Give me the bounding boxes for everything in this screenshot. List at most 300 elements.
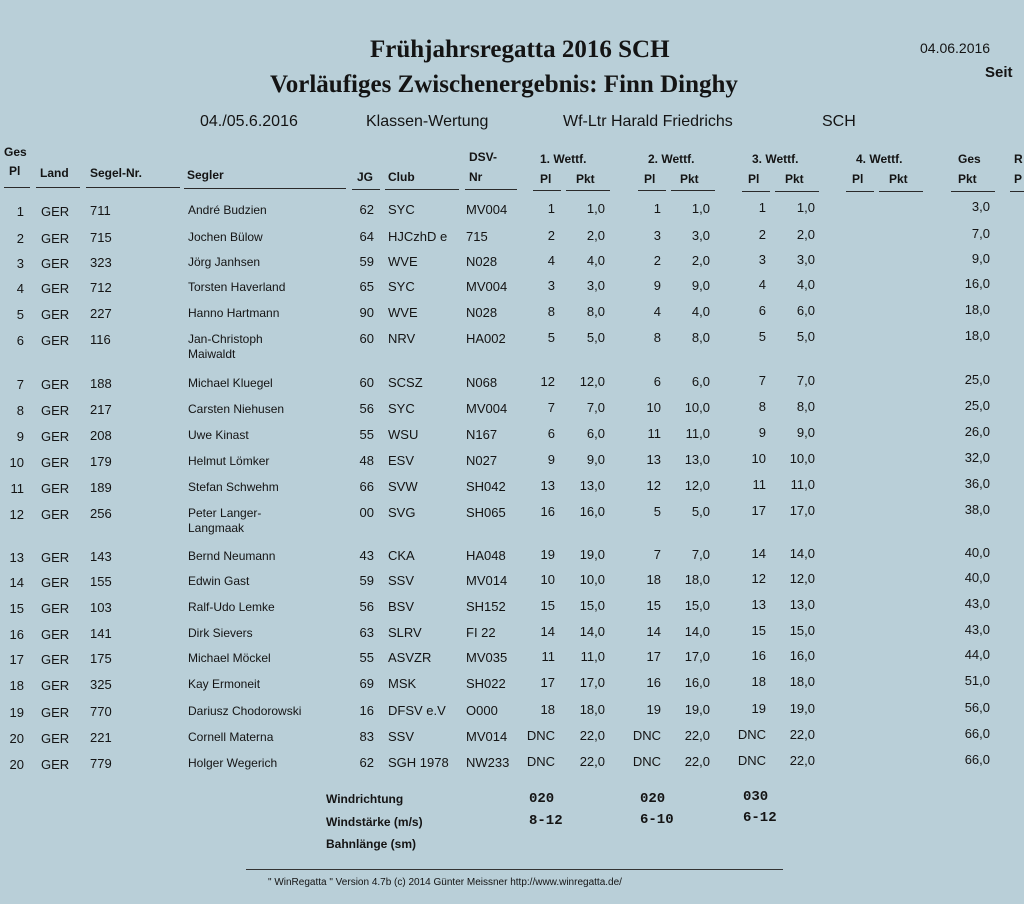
- col-race4: 4. Wettf.: [856, 152, 903, 166]
- cell-race2-place: 14: [646, 623, 661, 639]
- cell-club: CKA: [388, 548, 415, 564]
- cell-race2-place: 15: [646, 597, 661, 613]
- cell-sail-number: 323: [90, 255, 112, 271]
- cell-race2-place: 12: [646, 477, 661, 493]
- cell-land: GER: [41, 756, 70, 772]
- cell-race2-place: 4: [653, 303, 661, 319]
- cell-club: SYC: [388, 401, 415, 417]
- cell-race3-points: 4,0: [796, 277, 815, 293]
- cell-dsv-number: MV014: [466, 728, 508, 744]
- cell-rank: 15: [9, 600, 24, 616]
- cell-birth-year: 43: [359, 548, 374, 564]
- cell-race3-points: 7,0: [796, 373, 815, 389]
- cell-race1-points: 5,0: [586, 330, 605, 346]
- cell-race3-points: 2,0: [796, 227, 815, 243]
- cell-sail-number: 711: [90, 203, 111, 219]
- col-r-cut: P: [1014, 172, 1023, 186]
- cell-race1-points: 3,0: [586, 278, 605, 294]
- hdr-underline: [184, 188, 346, 189]
- cell-sailor-name: Jörg Janhsen: [188, 255, 261, 270]
- cell-race1-place: 4: [547, 253, 555, 269]
- cell-sailor-name: Helmut Lömker: [188, 454, 270, 469]
- col-race1-pkt: Pkt: [576, 172, 595, 186]
- cell-birth-year: 60: [359, 331, 374, 347]
- col-dsv: Nr: [469, 170, 483, 184]
- col-race2-pl: Pl: [644, 172, 656, 186]
- cell-race2-place: 11: [647, 425, 661, 441]
- cell-land: GER: [41, 428, 70, 444]
- cell-race3-points: 13,0: [789, 597, 815, 613]
- cell-rank: 1: [16, 203, 24, 219]
- cell-land: GER: [41, 600, 70, 616]
- cell-race1-place: 12: [540, 374, 555, 390]
- cell-dsv-number: SH065: [466, 504, 506, 520]
- cell-club: SYC: [388, 279, 415, 295]
- col-segler: Segler: [187, 168, 224, 182]
- cell-dsv-number: N028: [466, 304, 498, 320]
- cell-club: HJCzhD e: [388, 229, 448, 245]
- cell-race2-points: 14,0: [684, 623, 710, 639]
- cell-club: WSU: [388, 427, 419, 443]
- cell-sailor-name: Hanno Hartmann: [188, 306, 280, 321]
- cell-dsv-number: SH022: [466, 675, 506, 691]
- cell-race3-place: 16: [751, 648, 766, 664]
- col-race2-pkt: Pkt: [680, 172, 699, 186]
- hdr-underline: [385, 189, 459, 190]
- cell-dsv-number: MV004: [466, 400, 508, 416]
- hdr-underline: [846, 191, 874, 192]
- cell-total-points: 16,0: [964, 276, 990, 292]
- cell-dsv-number: O000: [466, 702, 498, 718]
- cell-total-points: 40,0: [964, 545, 990, 561]
- col-dsv-top: DSV-: [469, 150, 498, 164]
- cell-sailor-name: Dirk Sievers: [188, 626, 253, 641]
- cell-race3-place: 11: [752, 477, 766, 493]
- cell-land: GER: [41, 255, 70, 271]
- cell-dsv-number: 715: [466, 228, 488, 244]
- cell-sail-number: 141: [90, 626, 112, 642]
- hdr-underline: [465, 189, 517, 190]
- cell-race1-place: DNC: [526, 754, 555, 770]
- cell-rank: 17: [9, 651, 24, 667]
- cell-sail-number: 227: [90, 306, 112, 322]
- cell-race3-place: 14: [751, 546, 766, 562]
- cell-race1-place: 19: [540, 547, 555, 563]
- col-ges-pkt-top: Ges: [958, 152, 981, 166]
- cell-rank: 3: [16, 255, 24, 271]
- cell-total-points: 43,0: [964, 622, 990, 638]
- cell-race1-points: 7,0: [586, 400, 605, 416]
- cell-sailor-name: Edwin Gast: [188, 574, 250, 589]
- cell-race3-place: 12: [751, 571, 766, 587]
- cell-race3-points: 12,0: [789, 571, 815, 587]
- cell-race3-points: 11,0: [790, 477, 815, 493]
- cell-race1-place: 9: [547, 452, 555, 468]
- hdr-underline: [533, 190, 561, 191]
- cell-birth-year: 48: [359, 453, 374, 469]
- wind-strength-race2: 6-10: [640, 812, 674, 828]
- cell-race1-points: 10,0: [579, 572, 605, 588]
- cell-sail-number: 779: [90, 756, 112, 772]
- cell-total-points: 56,0: [964, 700, 990, 716]
- cell-race2-place: 17: [646, 648, 661, 664]
- cell-race1-points: 19,0: [579, 547, 605, 563]
- cell-birth-year: 60: [359, 375, 374, 391]
- cell-race2-place: DNC: [632, 727, 661, 743]
- cell-club: SYC: [388, 202, 415, 218]
- cell-rank: 6: [16, 332, 24, 348]
- cell-sail-number: 175: [90, 651, 112, 667]
- cell-sail-number: 189: [90, 480, 112, 496]
- cell-race2-points: 11,0: [685, 425, 710, 441]
- hdr-underline: [671, 190, 715, 191]
- cell-sailor-name: Michael Kluegel: [188, 376, 273, 391]
- hdr-underline: [36, 187, 80, 188]
- cell-birth-year: 59: [359, 573, 374, 589]
- hdr-underline: [4, 187, 30, 188]
- print-date: 04.06.2016: [920, 40, 991, 56]
- cell-race1-points: 18,0: [579, 702, 605, 718]
- cell-club: SVW: [388, 479, 418, 495]
- cell-sailor-name: Bernd Neumann: [188, 549, 276, 564]
- wind-strength-race3: 6-12: [743, 810, 777, 826]
- hdr-underline: [566, 190, 610, 191]
- cell-race2-points: 16,0: [684, 674, 710, 690]
- wind-direction-race2: 020: [640, 791, 666, 807]
- cell-race2-place: 9: [653, 277, 661, 293]
- cell-rank: 19: [9, 704, 24, 720]
- cell-race1-points: 22,0: [579, 728, 605, 744]
- cell-sailor-name: Jochen Bülow: [188, 230, 263, 245]
- cell-race3-place: 17: [751, 503, 766, 519]
- cell-dsv-number: MV035: [466, 649, 508, 665]
- cell-race2-points: 22,0: [684, 753, 710, 769]
- cell-sail-number: 217: [90, 402, 112, 418]
- cell-dsv-number: FI 22: [466, 624, 496, 640]
- cell-birth-year: 63: [359, 625, 374, 641]
- col-club: Club: [388, 170, 415, 184]
- cell-race3-place: DNC: [737, 727, 766, 743]
- cell-dsv-number: HA002: [466, 330, 506, 346]
- cell-race1-points: 16,0: [579, 504, 605, 520]
- cell-club: BSV: [388, 599, 415, 615]
- cell-sailor-name: Carsten Niehusen: [188, 402, 285, 417]
- cell-race3-place: 5: [758, 329, 766, 345]
- cell-race3-points: 5,0: [796, 329, 815, 345]
- cell-race2-place: 16: [646, 674, 661, 690]
- cell-race2-place: 2: [653, 252, 661, 268]
- cell-club: WVE: [388, 305, 418, 321]
- cell-birth-year: 90: [359, 305, 374, 321]
- cell-total-points: 40,0: [964, 570, 990, 586]
- cell-birth-year: 00: [359, 505, 374, 521]
- cell-birth-year: 65: [359, 279, 374, 295]
- cell-race1-points: 14,0: [579, 624, 605, 640]
- cell-birth-year: 56: [359, 599, 374, 615]
- cell-race2-place: 18: [646, 571, 661, 587]
- cell-birth-year: 64: [359, 229, 374, 245]
- col-segel-nr: Segel-Nr.: [90, 166, 143, 180]
- cell-total-points: 38,0: [964, 502, 990, 518]
- col-land: Land: [40, 166, 69, 180]
- cell-race3-place: 19: [751, 701, 766, 717]
- cell-dsv-number: NW233: [466, 754, 510, 770]
- cell-land: GER: [41, 651, 70, 667]
- course-length-label: Bahnlänge (sm): [326, 837, 417, 851]
- wind-strength-label: Windstärke (m/s): [326, 815, 423, 829]
- cell-race2-place: 13: [646, 451, 661, 467]
- cell-race1-place: 7: [547, 400, 555, 416]
- cell-race3-place: 7: [758, 373, 766, 389]
- cell-race2-points: 3,0: [691, 227, 710, 243]
- col-jg: JG: [357, 170, 374, 184]
- cell-race1-place: 5: [547, 330, 555, 346]
- cell-race2-place: 1: [653, 200, 661, 216]
- cell-race2-points: 4,0: [691, 303, 710, 319]
- cell-rank: 5: [16, 306, 24, 322]
- cell-sail-number: 103: [90, 600, 112, 616]
- cell-dsv-number: HA048: [466, 547, 506, 563]
- cell-race3-place: 3: [758, 252, 766, 268]
- cell-race2-points: 10,0: [684, 399, 710, 415]
- cell-race1-points: 17,0: [579, 675, 605, 691]
- cell-club: SCSZ: [388, 375, 423, 391]
- cell-race2-place: DNC: [632, 753, 661, 769]
- host-club: SCH: [822, 113, 856, 130]
- cell-race1-place: 18: [540, 702, 555, 718]
- cell-race1-place: 6: [547, 426, 555, 442]
- hdr-underline: [742, 191, 770, 192]
- race-officer: Wf-Ltr Harald Friedrichs: [563, 113, 733, 130]
- cell-rank: 13: [9, 549, 24, 565]
- cell-land: GER: [41, 506, 70, 522]
- col-race2: 2. Wettf.: [648, 152, 695, 166]
- cell-race1-place: 3: [547, 278, 555, 294]
- cell-sail-number: 143: [90, 549, 112, 565]
- cell-rank: 14: [9, 574, 24, 590]
- cell-race1-points: 9,0: [586, 452, 605, 468]
- hdr-underline: [638, 190, 666, 191]
- cell-race2-points: 5,0: [691, 503, 710, 519]
- cell-land: GER: [41, 626, 70, 642]
- cell-club: SSV: [388, 573, 415, 589]
- cell-total-points: 26,0: [964, 424, 990, 440]
- cell-race3-place: DNC: [737, 753, 766, 769]
- cell-rank: 16: [9, 626, 24, 642]
- wertung: Klassen-Wertung: [366, 113, 489, 130]
- cell-race3-points: 14,0: [789, 546, 815, 562]
- cell-race1-points: 4,0: [586, 253, 605, 269]
- cell-race3-place: 18: [751, 674, 766, 690]
- col-ges-pkt: Pkt: [958, 172, 977, 186]
- wind-direction-race3: 030: [743, 789, 769, 805]
- cell-sail-number: 155: [90, 574, 112, 590]
- cell-total-points: 3,0: [971, 199, 990, 215]
- cell-birth-year: 55: [359, 650, 374, 666]
- cell-dsv-number: MV004: [466, 278, 508, 294]
- cell-race1-place: 11: [541, 649, 555, 665]
- cell-race3-place: 4: [758, 277, 766, 293]
- cell-race3-points: 16,0: [789, 648, 815, 664]
- cell-race1-points: 13,0: [579, 478, 605, 494]
- cell-total-points: 32,0: [964, 450, 990, 466]
- cell-club: SGH 1978: [388, 755, 449, 771]
- cell-race1-points: 6,0: [586, 426, 605, 442]
- page-title: Frühjahrsregatta 2016 SCH: [370, 36, 670, 63]
- cell-dsv-number: N167: [466, 426, 498, 442]
- col-race4-pl: Pl: [852, 172, 864, 186]
- cell-rank: 2: [16, 230, 24, 246]
- cell-race1-place: 16: [540, 504, 555, 520]
- wind-direction-race1: 020: [529, 791, 555, 807]
- cell-total-points: 44,0: [964, 647, 990, 663]
- cell-sailor-name: Jan-Christoph: [188, 332, 263, 347]
- cell-race1-place: 14: [540, 624, 555, 640]
- cell-sailor-name: Ralf-Udo Lemke: [188, 600, 275, 615]
- cell-race2-points: 18,0: [684, 571, 710, 587]
- cell-club: MSK: [388, 676, 417, 692]
- cell-land: GER: [41, 332, 70, 348]
- hdr-underline: [951, 191, 995, 192]
- cell-dsv-number: N068: [466, 374, 498, 390]
- cell-race3-points: 10,0: [789, 451, 815, 467]
- cell-race3-place: 10: [751, 451, 766, 467]
- cell-sailor-name: André Budzien: [188, 203, 267, 218]
- cell-club: ASVZR: [388, 650, 432, 666]
- cell-race3-points: 8,0: [796, 399, 815, 415]
- cell-race2-points: 22,0: [684, 727, 710, 743]
- cell-race1-points: 12,0: [579, 374, 605, 390]
- cell-race2-place: 19: [646, 701, 661, 717]
- hdr-underline: [775, 191, 819, 192]
- cell-race3-place: 6: [758, 303, 766, 319]
- cell-race2-points: 2,0: [691, 252, 710, 268]
- cell-race3-points: 6,0: [796, 303, 815, 319]
- cell-rank: 4: [16, 280, 24, 296]
- page-label: Seit: [985, 64, 1013, 81]
- cell-birth-year: 62: [359, 202, 374, 218]
- cell-dsv-number: N028: [466, 253, 498, 269]
- hdr-underline: [352, 189, 380, 190]
- cell-total-points: 18,0: [964, 302, 990, 318]
- cell-race1-place: 13: [540, 478, 555, 494]
- cell-total-points: 9,0: [971, 251, 990, 267]
- cell-race2-points: 6,0: [691, 373, 710, 389]
- cell-race2-points: 7,0: [691, 546, 710, 562]
- footer-divider: [246, 869, 783, 870]
- cell-race3-points: 17,0: [789, 503, 815, 519]
- cell-rank: 8: [16, 402, 24, 418]
- cell-race3-points: 9,0: [796, 425, 815, 441]
- col-race3-pkt: Pkt: [785, 172, 804, 186]
- cell-birth-year: 16: [359, 703, 374, 719]
- cell-sailor-name: Uwe Kinast: [188, 428, 249, 443]
- col-race3-pl: Pl: [748, 172, 760, 186]
- cell-race2-place: 3: [653, 227, 661, 243]
- cell-rank: 18: [9, 677, 24, 693]
- cell-sail-number: 712: [90, 280, 112, 296]
- cell-race3-points: 15,0: [789, 623, 815, 639]
- cell-race1-points: 11,0: [580, 649, 605, 665]
- cell-race3-points: 3,0: [796, 252, 815, 268]
- cell-race1-place: 15: [540, 598, 555, 614]
- cell-race3-points: 18,0: [789, 674, 815, 690]
- cell-sail-number: 325: [90, 677, 112, 693]
- wind-direction-label: Windrichtung: [326, 792, 404, 806]
- cell-sail-number: 221: [90, 730, 112, 746]
- cell-club: NRV: [388, 331, 416, 347]
- cell-sailor-name: Dariusz Chodorowski: [188, 704, 302, 719]
- cell-race3-place: 8: [758, 399, 766, 415]
- cell-race2-place: 8: [653, 329, 661, 345]
- footer-credit: " WinRegatta " Version 4.7b (c) 2014 Günter Meissner http://www.winregatta.de/: [268, 877, 622, 888]
- cell-club: WVE: [388, 254, 418, 270]
- cell-dsv-number: SH042: [466, 478, 506, 494]
- cell-land: GER: [41, 376, 70, 392]
- cell-birth-year: 66: [359, 479, 374, 495]
- cell-sailor-name: Kay Ermoneit: [188, 677, 261, 692]
- cell-race2-place: 5: [653, 503, 661, 519]
- cell-race1-place: 2: [547, 228, 555, 244]
- cell-race1-place: 17: [540, 675, 555, 691]
- cell-race1-points: 8,0: [586, 304, 605, 320]
- cell-land: GER: [41, 454, 70, 470]
- cell-total-points: 43,0: [964, 596, 990, 612]
- cell-race1-points: 2,0: [586, 228, 605, 244]
- cell-land: GER: [41, 402, 70, 418]
- cell-birth-year: 62: [359, 755, 374, 771]
- date-range: 04./05.6.2016: [200, 113, 298, 130]
- cell-total-points: 25,0: [964, 398, 990, 414]
- cell-dsv-number: SH152: [466, 598, 506, 614]
- cell-rank: 9: [16, 428, 24, 444]
- cell-race3-place: 13: [751, 597, 766, 613]
- cell-race3-place: 15: [751, 623, 766, 639]
- hdr-underline: [1010, 191, 1024, 192]
- cell-birth-year: 55: [359, 427, 374, 443]
- cell-race2-points: 19,0: [684, 701, 710, 717]
- cell-sailor-name: Michael Möckel: [188, 651, 271, 666]
- cell-rank: 10: [9, 454, 24, 470]
- col-race1: 1. Wettf.: [540, 152, 587, 166]
- cell-total-points: 66,0: [964, 726, 990, 742]
- cell-race3-points: 1,0: [796, 200, 815, 216]
- cell-club: SVG: [388, 505, 416, 521]
- cell-land: GER: [41, 203, 70, 219]
- cell-dsv-number: MV004: [466, 201, 508, 217]
- cell-land: GER: [41, 549, 70, 565]
- cell-race2-points: 1,0: [691, 200, 710, 216]
- cell-sail-number: 208: [90, 428, 112, 444]
- cell-land: GER: [41, 280, 70, 296]
- cell-birth-year: 83: [359, 729, 374, 745]
- cell-race2-place: 6: [653, 373, 661, 389]
- cell-land: GER: [41, 730, 70, 746]
- cell-birth-year: 56: [359, 401, 374, 417]
- cell-race1-points: 15,0: [579, 598, 605, 614]
- cell-race2-place: 10: [646, 399, 661, 415]
- hdr-underline: [879, 191, 923, 192]
- cell-race1-points: 1,0: [586, 201, 605, 217]
- cell-race2-points: 15,0: [684, 597, 710, 613]
- cell-race2-points: 8,0: [691, 329, 710, 345]
- cell-total-points: 18,0: [964, 328, 990, 344]
- cell-sailor-name-line2: Langmaak: [188, 521, 245, 535]
- cell-sail-number: 715: [90, 230, 112, 246]
- cell-club: DFSV e.V: [388, 703, 446, 719]
- col-r-cut-top: R: [1014, 152, 1023, 166]
- cell-sail-number: 116: [90, 332, 111, 348]
